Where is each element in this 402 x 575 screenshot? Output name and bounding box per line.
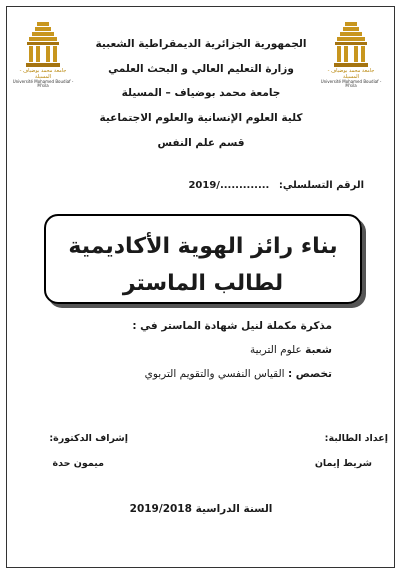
university-logo-right — [320, 22, 382, 88]
header-ministry: وزارة التعليم العالي و البحث العلمي — [108, 63, 294, 75]
serial-label: الرقم التسلسلي: — [278, 180, 364, 191]
specialty-label: تخصص : — [287, 368, 332, 380]
supervised-by-label: إشراف الدكتورة: — [49, 433, 128, 444]
header-republic: الجمهورية الجزائرية الديمقراطية الشعبية — [95, 38, 307, 50]
student-name: شريط إيمان — [314, 458, 372, 469]
university-logo-left — [12, 22, 74, 88]
memo-statement: مذكرة مكملة لنيل شهادة الماستر في : — [132, 320, 332, 332]
logo-caption-arabic: جامعة محمد بوضياف - المسيلة — [19, 68, 67, 80]
specialty-line — [145, 368, 332, 380]
branch-line — [250, 344, 332, 356]
thesis-title: بناء رائز الهوية الأكاديمية لطالب الماستر — [68, 234, 338, 296]
prepared-by-label: إعداد الطالبة: — [324, 433, 388, 444]
header-department: قسم علم النفس — [157, 137, 245, 149]
title-box — [44, 214, 362, 304]
logo-caption-english: Université Mohamed Boudiaf - M'sila — [12, 79, 74, 89]
logo-caption-arabic: جامعة محمد بوضياف - المسيلة — [327, 68, 375, 80]
serial-value: ............./2019 — [188, 180, 270, 191]
logo-caption-english: Université Mohamed Boudiaf - M'sila — [320, 79, 382, 89]
serial-number — [74, 180, 364, 191]
university-emblem-icon — [331, 22, 371, 68]
university-emblem-icon — [23, 22, 63, 68]
supervisor-name: ميمون حدة — [52, 458, 104, 469]
specialty-value: القياس النفسي والتقويم التربوي — [144, 368, 285, 380]
branch-value: علوم التربية — [249, 344, 302, 356]
academic-year: السنة الدراسية 2019/2018 — [129, 503, 273, 515]
branch-label: شعبة — [305, 344, 332, 356]
header-university: جامعة محمد بوضياف – المسيلة — [121, 87, 281, 99]
header-faculty: كلية العلوم الإنسانية والعلوم الاجتماعية — [99, 112, 303, 124]
